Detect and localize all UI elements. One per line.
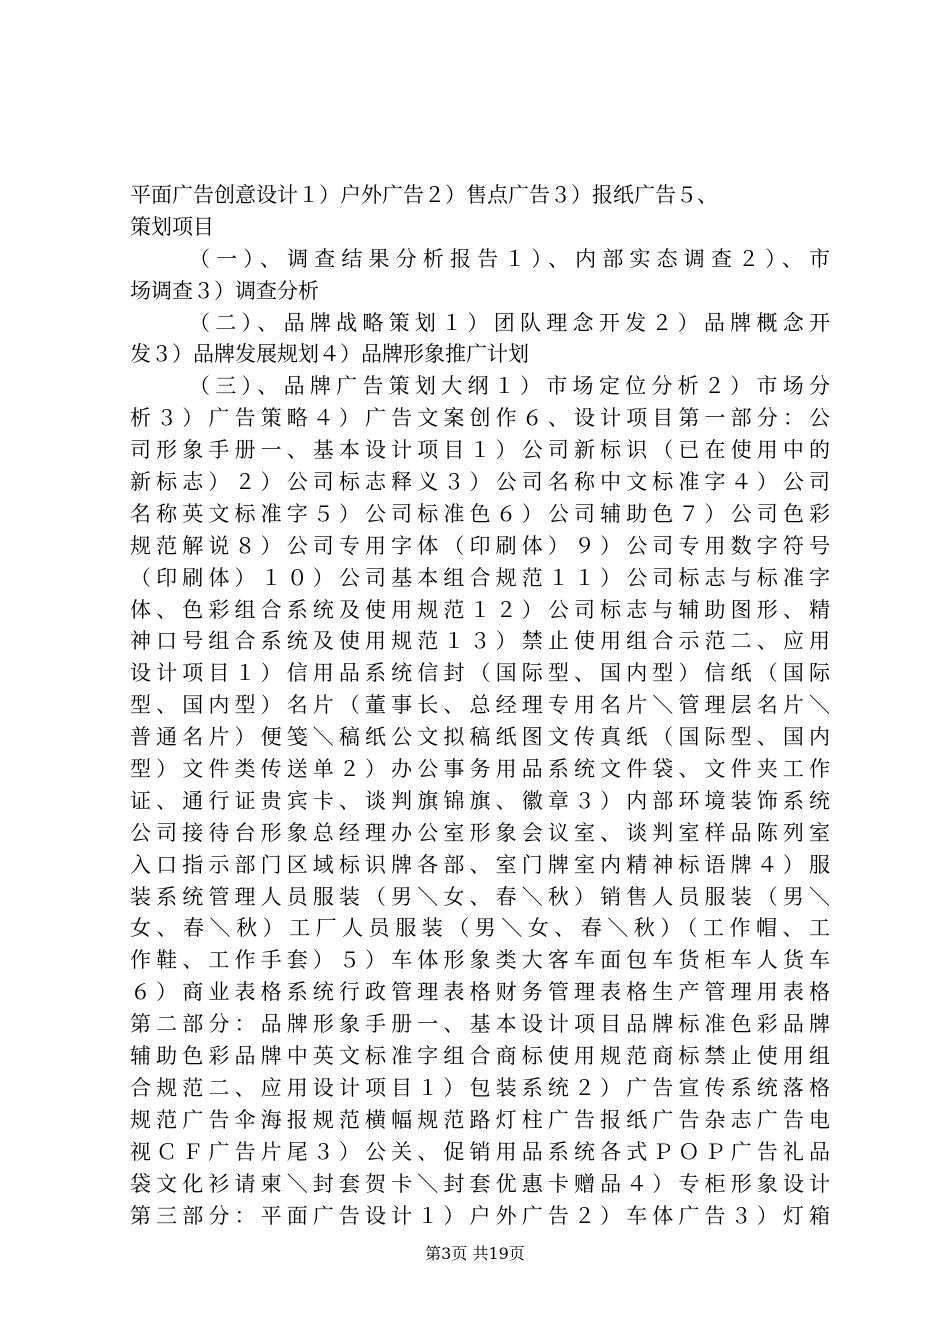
text-line: 神口号组合系统及使用规范１３）禁止使用组合示范二、应用 <box>130 629 830 654</box>
text-line: （二）、品牌战略策划１）团队理念开发２）品牌概念开 <box>189 310 830 335</box>
text-line: ６）商业表格系统行政管理表格财务管理表格生产管理用表格 <box>130 980 830 1005</box>
text-line: （印刷体）１０）公司基本组合规范１１）公司标志与标准字 <box>130 565 830 590</box>
page-number-footer: 第3页 共19页 <box>425 1244 525 1263</box>
text-line: 场调查３）调查分析 <box>130 278 319 303</box>
text-line: 入口指示部门区域标识牌各部、室门牌室内精神标语牌４）服 <box>130 852 830 877</box>
text-line: 规范解说８）公司专用字体（印刷体）９）公司专用数字符号 <box>130 533 830 558</box>
text-line: （一）、调查结果分析报告１）、内部实态调查２）、市 <box>189 246 830 271</box>
document-body <box>130 180 830 1232</box>
text-line: 视ＣＦ广告片尾３）公关、促销用品系统各式ＰＯＰ广告礼品 <box>130 1139 830 1164</box>
text-line: 发３）品牌发展规划４）品牌形象推广计划 <box>130 342 529 367</box>
text-line: 司形象手册一、基本设计项目１）公司新标识（已在使用中的 <box>130 438 830 463</box>
text-line: 策划项目 <box>130 214 214 239</box>
text-line: 普通名片）便笺＼稿纸公文拟稿纸图文传真纸（国际型、国内 <box>130 725 830 750</box>
text-line: 装系统管理人员服装（男＼女、春＼秋）销售人员服装（男＼ <box>130 884 830 909</box>
text-line: 型、国内型）名片（董事长、总经理专用名片＼管理层名片＼ <box>130 693 830 718</box>
text-line: 女、春＼秋）工厂人员服装（男＼女、春＼秋）（工作帽、工 <box>130 916 830 941</box>
text-line: 体、色彩组合系统及使用规范１２）公司标志与辅助图形、精 <box>130 597 830 622</box>
text-line: 作鞋、工作手套）５）车体形象类大客车面包车货柜车人货车 <box>130 948 830 973</box>
text-line: 型）文件类传送单２）办公事务用品系统文件袋、文件夹工作 <box>130 757 830 782</box>
text-line: 袋文化衫请柬＼封套贺卡＼封套优惠卡赠品４）专柜形象设计 <box>130 1171 830 1196</box>
text-line: 平面广告创意设计１）户外广告２）售点广告３）报纸广告５、 <box>130 183 718 207</box>
text-line: 规范广告伞海报规范横幅规范路灯柱广告报纸广告杂志广告电 <box>130 1107 830 1132</box>
text-line: 第三部分：平面广告设计１）户外广告２）车体广告３）灯箱 <box>130 1203 830 1228</box>
text-line: （三）、品牌广告策划大纲１）市场定位分析２）市场分 <box>189 374 830 399</box>
text-line: 析３）广告策略４）广告文案创作６、设计项目第一部分：公 <box>130 406 830 431</box>
text-line: 名称英文标准字５）公司标准色６）公司辅助色７）公司色彩 <box>130 501 830 526</box>
text-line: 设计项目１）信用品系统信封（国际型、国内型）信纸（国际 <box>130 661 830 686</box>
text-line: 合规范二、应用设计项目１）包装系统２）广告宣传系统落格 <box>130 1075 830 1100</box>
text-line: 证、通行证贵宾卡、谈判旗锦旗、徽章３）内部环境装饰系统 <box>130 788 830 813</box>
text-line: 公司接待台形象总经理办公室形象会议室、谈判室样品陈列室 <box>130 820 830 845</box>
text-line: 辅助色彩品牌中英文标准字组合商标使用规范商标禁止使用组 <box>130 1044 830 1069</box>
text-line: 第二部分：品牌形象手册一、基本设计项目品牌标准色彩品牌 <box>130 1012 830 1037</box>
text-line: 新标志）２）公司标志释义３）公司名称中文标准字４）公司 <box>130 470 830 495</box>
